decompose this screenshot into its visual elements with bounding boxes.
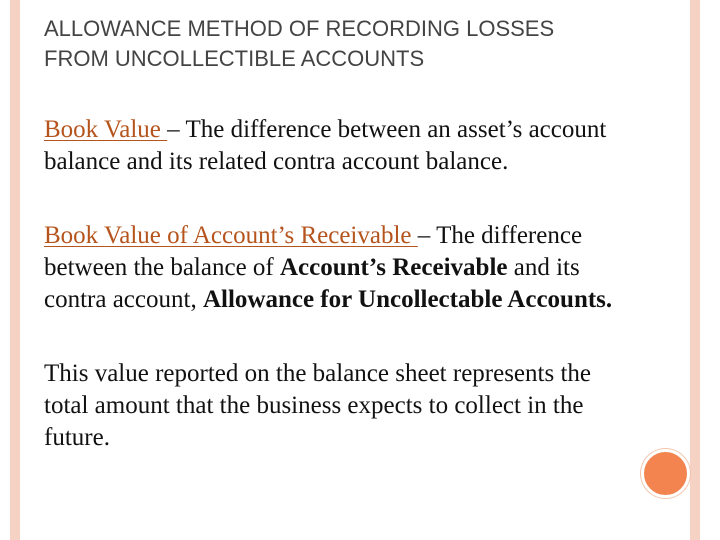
title-line-1: ALLOWANCE METHOD OF RECORDING LOSSES: [44, 16, 555, 41]
slide-body: [44, 114, 614, 454]
bold-allowance: Allowance for Uncollectable Accounts.: [202, 286, 613, 313]
title-line-2: FROM UNCOLLECTIBLE ACCOUNTS: [44, 46, 425, 71]
bold-accounts-receivable: Account’s Receivable: [280, 254, 508, 281]
balance-sheet-note: This value reported on the balance sheet represents the total amount that the business expects to collect in the future.: [44, 360, 591, 451]
definition-book-value-text: – The difference between an asset’s account balance and its related contra account balance.: [44, 116, 607, 175]
slide-title: [44, 14, 684, 74]
term-book-value-receivable: Book Value of Account’s Receivable: [44, 222, 418, 249]
left-border-stripe: [10, 0, 20, 540]
right-border-stripe: [690, 0, 700, 540]
definition-receivable-text-b: and its contra account,: [44, 254, 580, 313]
definition-receivable-text-a: – The difference between the balance of: [44, 222, 583, 281]
orange-circle-icon: [641, 449, 690, 498]
definition-book-value-receivable: [44, 220, 614, 316]
term-book-value: Book Value: [44, 116, 168, 143]
definition-book-value: [44, 114, 614, 178]
